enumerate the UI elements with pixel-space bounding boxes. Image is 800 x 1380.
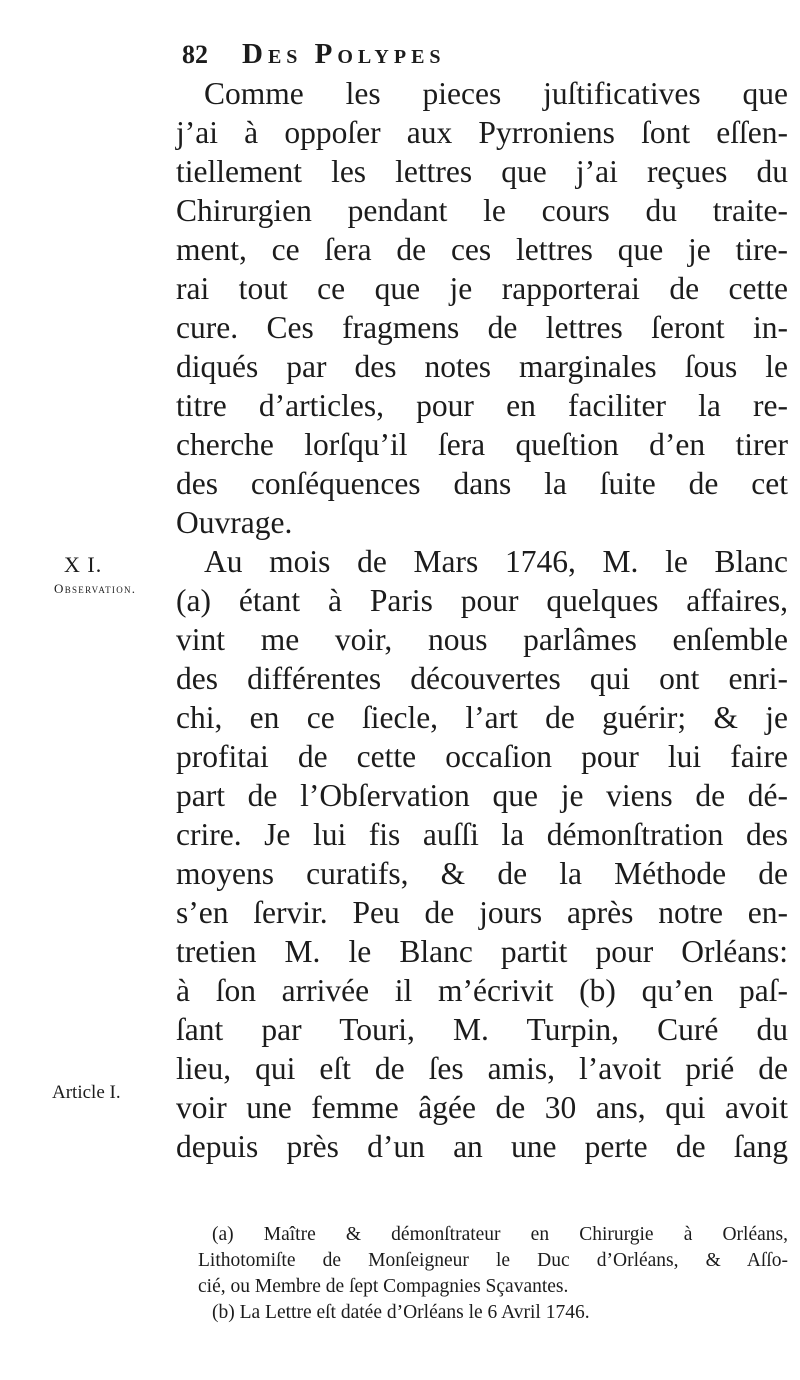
body-line: (a) étant à Paris pour quelques affaires, (176, 583, 788, 618)
body-line: à ſon arrivée il m’écrivit (b) qu’en paſ- (176, 973, 788, 1008)
margin-observation-label: Observation. (54, 581, 137, 596)
body-line: vint me voir, nous parlâmes enſemble (176, 622, 788, 657)
body-line: s’en ſervir. Peu de jours après notre en- (176, 895, 788, 930)
body-line: lieu, qui eſt de ſes amis, l’avoit prié de (176, 1051, 788, 1086)
body-text (176, 74, 788, 1166)
running-title: Des Polypes (242, 38, 446, 70)
body-line: profitai de cette occaſion pour lui faire (176, 739, 788, 774)
footnote-line: Lithotomiſte de Monſeigneur le Duc d’Orléans, & Aſſo- (198, 1250, 788, 1271)
body-line: j’ai à oppoſer aux Pyrroniens ſont eſſen- (176, 115, 788, 150)
body-line: ſant par Touri, M. Turpin, Curé du (176, 1012, 788, 1047)
body-line: titre d’articles, pour en faciliter la re- (176, 388, 788, 423)
body-line: cherche lorſqu’il ſera queſtion d’en tirer (176, 427, 788, 462)
body-line: chi, en ce ſiecle, l’art de guérir; & je (176, 700, 788, 735)
body-line: Chirurgien pendant le cours du traite- (176, 193, 788, 228)
body-line: des conſéquences dans la ſuite de cet (176, 466, 788, 501)
body-line: tiellement les lettres que j’ai reçues du (176, 154, 788, 189)
body-line: diqués par des notes marginales ſous le (176, 349, 788, 384)
body-line: Ouvrage. (176, 505, 293, 540)
footnote-line: (b) La Lettre eſt datée d’Orléans le 6 Avril 1746. (212, 1302, 590, 1323)
footnotes (198, 1222, 788, 1326)
body-line: ment, ce ſera de ces lettres que je tire- (176, 232, 788, 267)
body-line: part de l’Obſervation que je viens de dé- (176, 778, 788, 813)
body-line: crire. Je lui fis auſſi la démonſtration des (176, 817, 788, 852)
body-line: Au mois de Mars 1746, M. le Blanc (204, 544, 788, 579)
body-line: voir une femme âgée de 30 ans, qui avoit (176, 1090, 788, 1125)
body-line: cure. Ces fragmens de lettres ſeront in- (176, 310, 788, 345)
footnote-line: cié, ou Membre de ſept Compagnies Sçavantes. (198, 1276, 569, 1297)
body-line: Comme les pieces juſtificatives que (204, 76, 788, 111)
footnote-line: (a) Maître & démonſtrateur en Chirurgie à Orléans, (212, 1224, 788, 1245)
page-number: 82 (182, 40, 208, 69)
body-line: moyens curatifs, & de la Méthode de (176, 856, 788, 891)
margin-article-label: Article I. (52, 1082, 121, 1103)
page-header (182, 38, 652, 74)
body-line: depuis près d’un an une perte de ſang (176, 1129, 788, 1164)
margin-observation-number: X I. (64, 552, 103, 577)
body-line: tretien M. le Blanc partit pour Orléans: (176, 934, 788, 969)
body-line: des différentes découvertes qui ont enri- (176, 661, 788, 696)
body-line: rai tout ce que je rapporterai de cette (176, 271, 788, 306)
